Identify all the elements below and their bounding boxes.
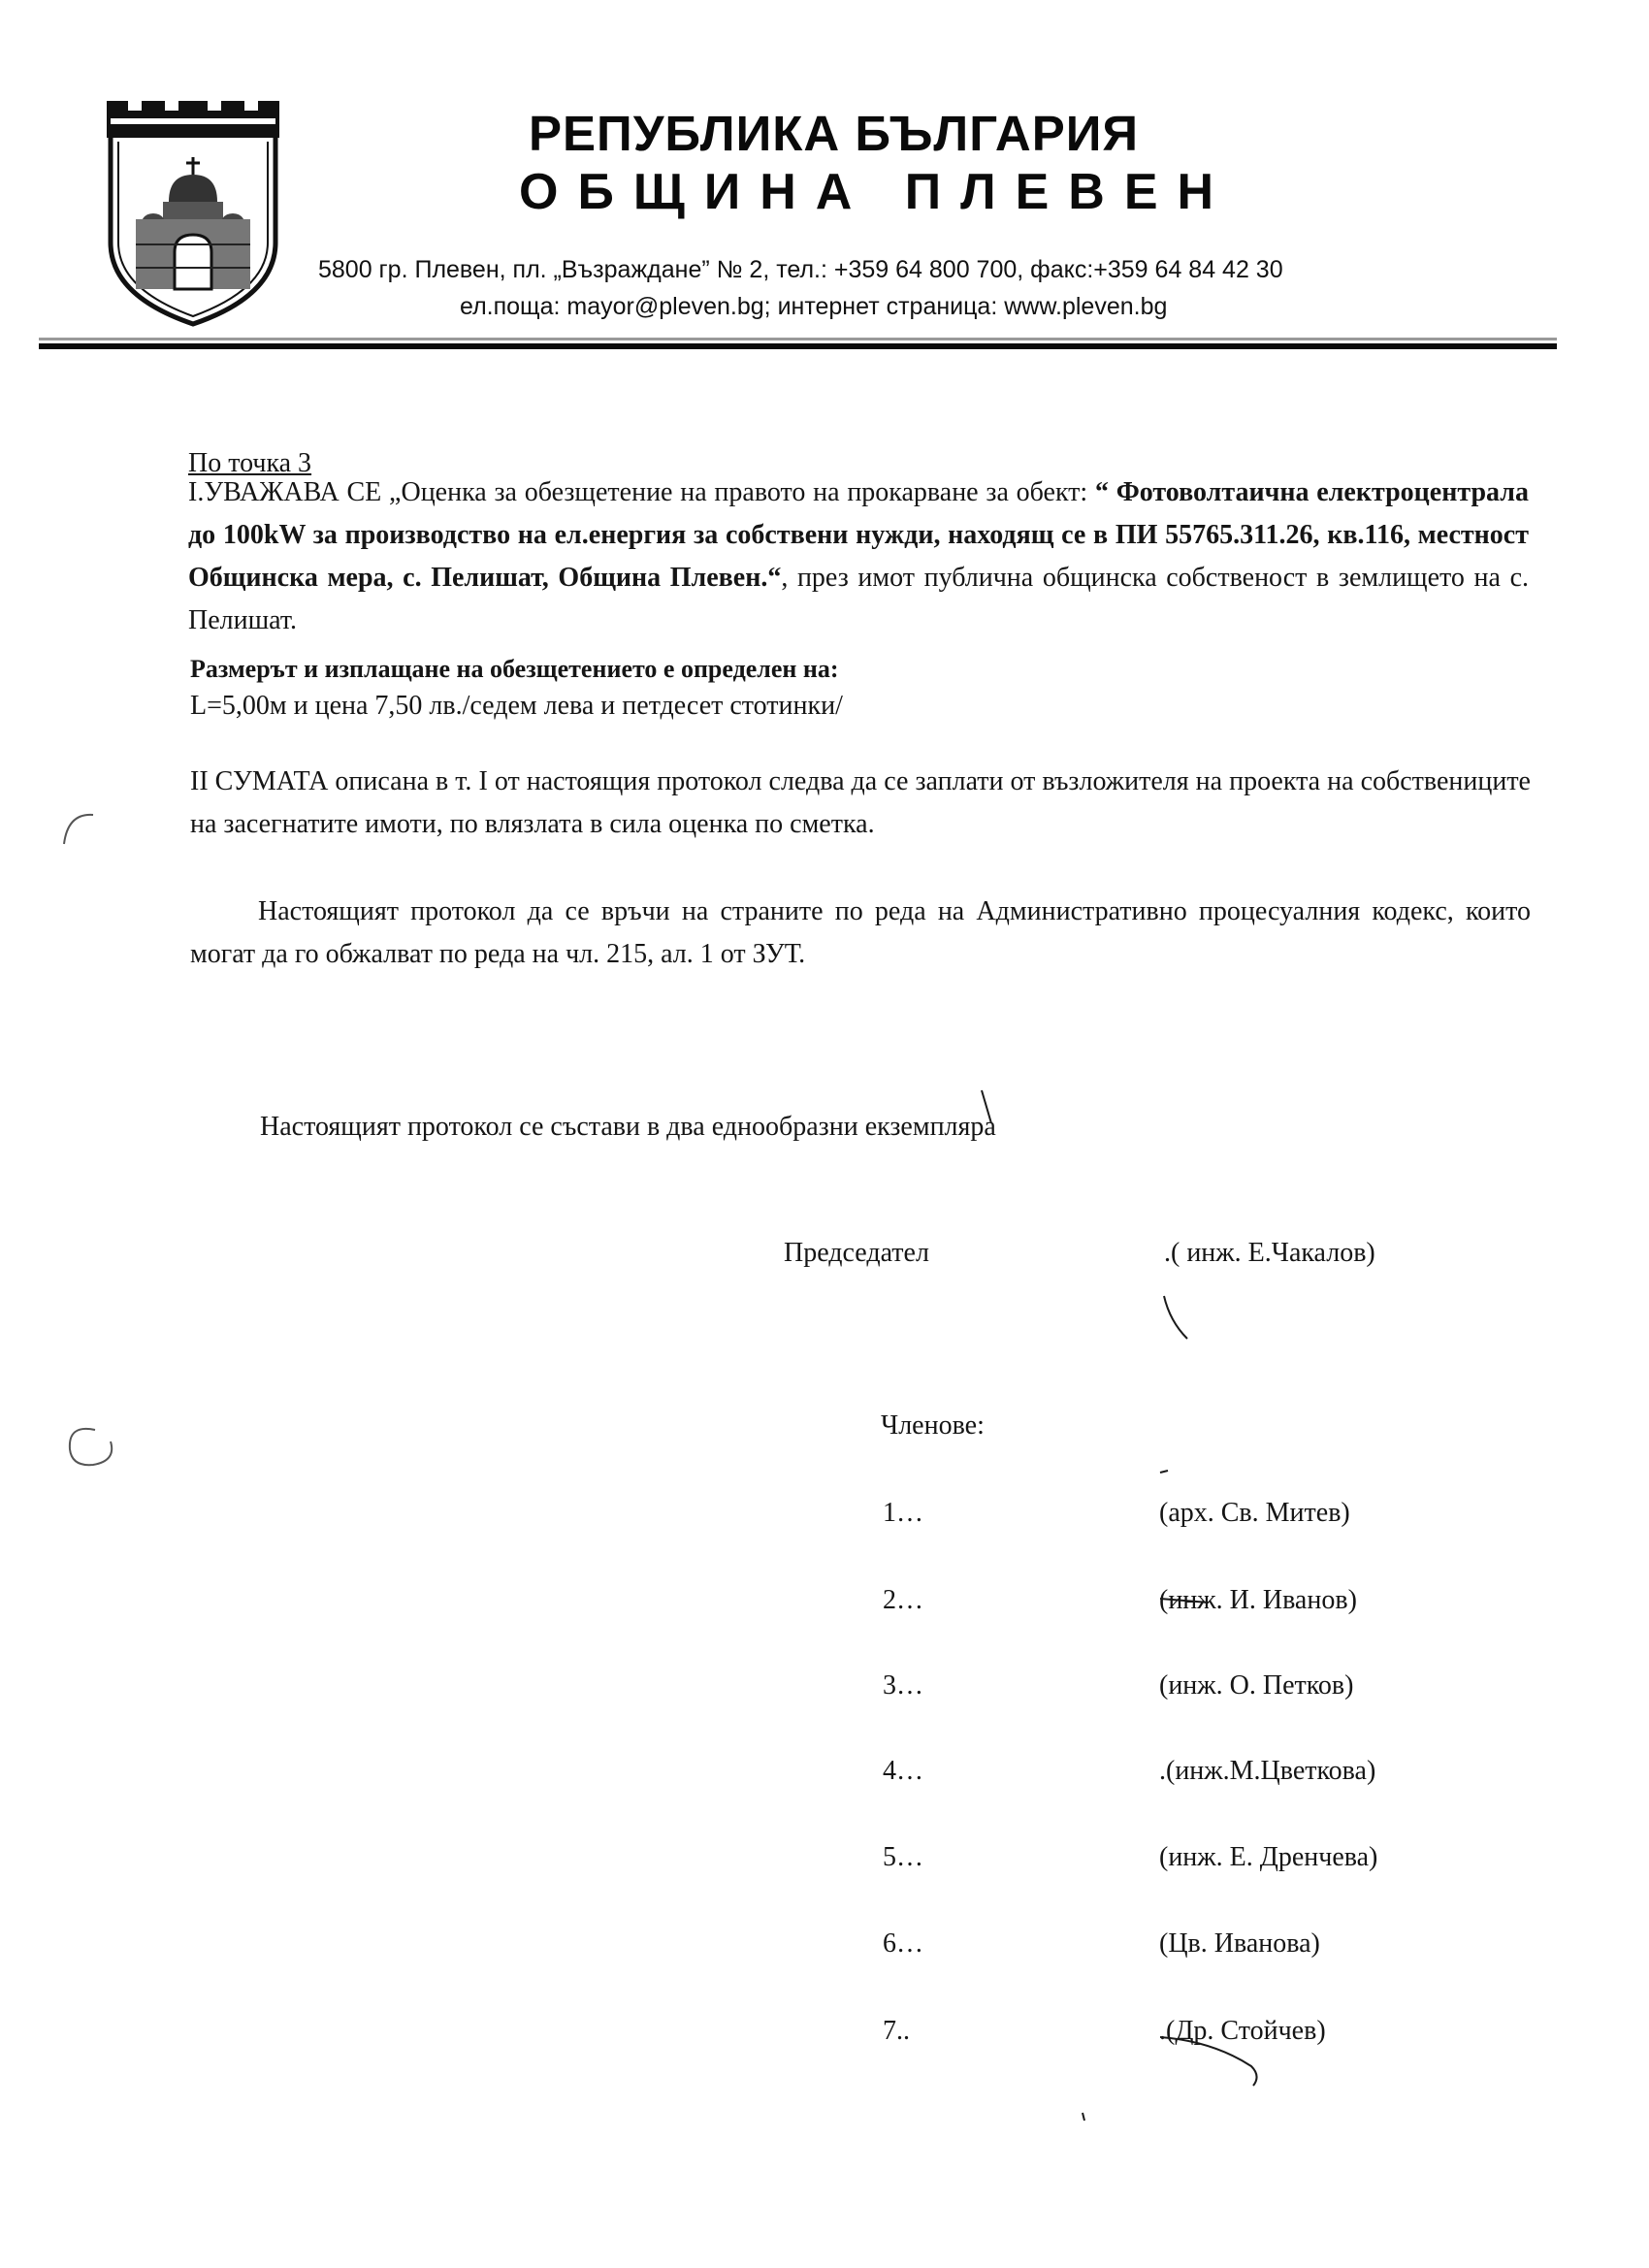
member-number: 2… bbox=[883, 1585, 923, 1615]
municipality-title: ОБЩИНА ПЛЕВЕН bbox=[519, 164, 1234, 220]
country-title: РЕПУБЛИКА БЪЛГАРИЯ bbox=[529, 106, 1140, 161]
punch-hole bbox=[64, 815, 93, 844]
contact-line: ел.поща: mayor@pleven.bg; интернет страница: www.pleven.bg bbox=[460, 293, 1168, 320]
pen-mark bbox=[1164, 1296, 1187, 1339]
member-name: (инж. О. Петков) bbox=[1159, 1670, 1354, 1701]
item1-suffix: , през имот публична общинска собственост в землището на с. Пелишат. bbox=[188, 563, 1529, 635]
member-name: .(Др. Стойчев) bbox=[1159, 2016, 1326, 2046]
member-name: .(инж.М.Цветкова) bbox=[1159, 1756, 1376, 1786]
closing-note: Настоящият протокол се състави в два еднообразни екземпляра bbox=[260, 1112, 996, 1142]
pen-mark bbox=[1083, 2113, 1084, 2121]
member-number: 4… bbox=[883, 1756, 923, 1786]
member-number: 7.. bbox=[883, 2016, 910, 2046]
item2-paragraph: II СУМАТА описана в т. I от настоящия протокол следва да се заплати от възложителя на проекта на собствениците на засегнатите имоти, по влязлата в сила оценка по сметка. bbox=[190, 766, 1531, 839]
chair-label: Председател bbox=[784, 1238, 929, 1268]
member-name: (арх. Св. Митев) bbox=[1159, 1498, 1350, 1528]
pen-mark bbox=[1160, 2037, 1257, 2086]
amount-value: L=5,00м и цена 7,50 лв./седем лева и петдесет стотинки/ bbox=[190, 691, 843, 721]
member-number: 3… bbox=[883, 1670, 923, 1701]
member-name: (Цв. Иванова) bbox=[1159, 1928, 1320, 1959]
address-line: 5800 гр. Плевен, пл. „Възраждане” № 2, тел.: +359 64 800 700, факс:+359 64 84 42 30 bbox=[318, 256, 1283, 283]
members-label: Членове: bbox=[881, 1410, 985, 1441]
member-number: 1… bbox=[883, 1498, 923, 1528]
member-number: 5… bbox=[883, 1842, 923, 1872]
delivery-note: Настоящият протокол да се връчи на страните по реда на Административно процесуалния кодекс, които могат да го обжалват по реда на чл. 215, ал. 1 от ЗУТ. bbox=[190, 896, 1531, 969]
punch-hole bbox=[70, 1429, 112, 1465]
member-name: (инж. И. Иванов) bbox=[1159, 1585, 1357, 1615]
pen-mark bbox=[1160, 1599, 1209, 1603]
pen-mark bbox=[1160, 1471, 1168, 1473]
item1-object: “ Фотоволтаична електроцентрала до 100kW за производство на ел.енергия за собствени нужди, находящ се в ПИ 55765.311.26, кв.116, местност Общинска мера, с. Пелишат, Община Плевен.“ bbox=[188, 477, 1529, 593]
section-title: По точка 3 bbox=[188, 448, 312, 478]
chair-name: .( инж. Е.Чакалов) bbox=[1164, 1238, 1375, 1268]
amount-heading: Размерът и изплащане на обезщетението е определен на: bbox=[190, 655, 839, 683]
member-name: (инж. Е. Дренчева) bbox=[1159, 1842, 1378, 1872]
item1-prefix: I.УВАЖАВА СЕ „Оценка за обезщетение на правото на прокарване за обект: bbox=[188, 477, 1095, 507]
pen-mark bbox=[982, 1090, 991, 1123]
member-number: 6… bbox=[883, 1928, 923, 1959]
